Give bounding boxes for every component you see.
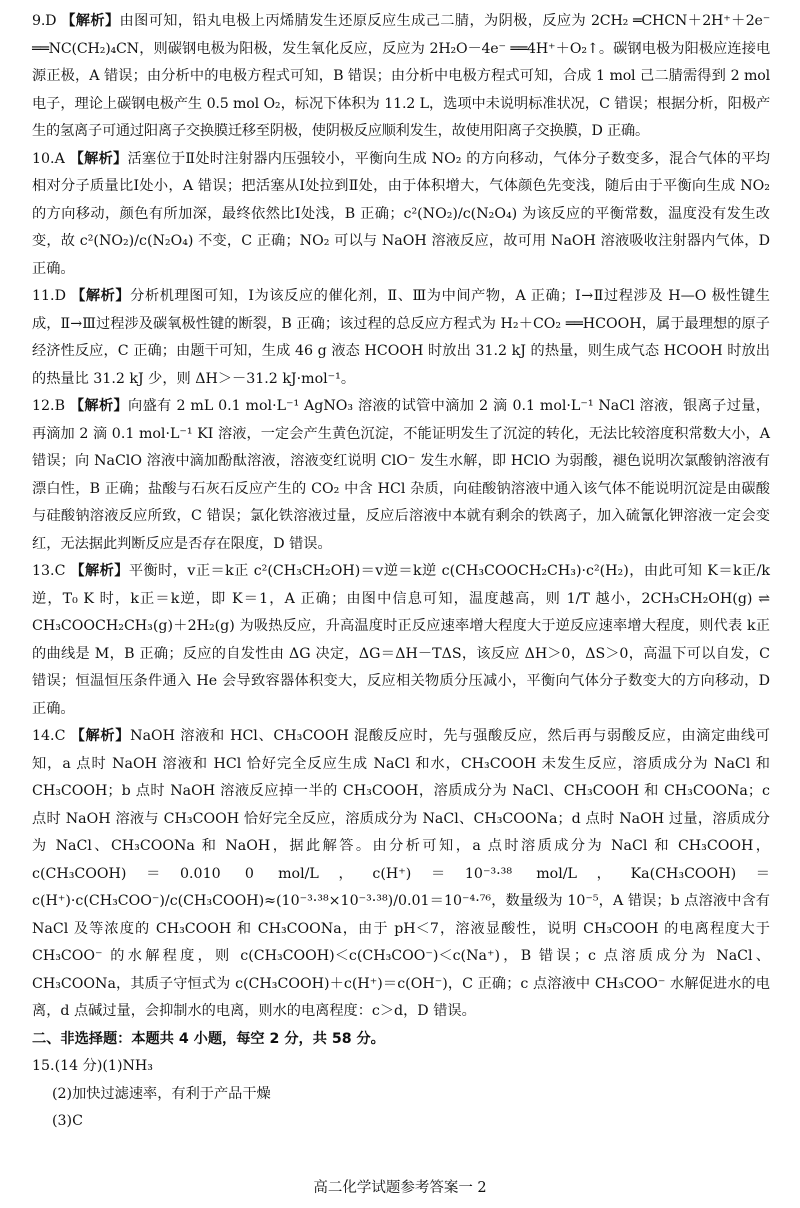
answer-11-number: 11.D — [32, 288, 66, 304]
answer-12 — [32, 393, 770, 558]
answer-9 — [32, 8, 770, 146]
question-15-part-3: (3)C — [52, 1113, 83, 1129]
answer-12-tag: 【解析】 — [69, 398, 129, 414]
answer-10 — [32, 146, 770, 284]
answer-13-number: 13.C — [32, 563, 66, 579]
page-footer: 高二化学试题参考答案一 2 — [313, 1180, 487, 1196]
answer-14-number: 14.C — [32, 728, 66, 744]
section-title: 二、非选择题：本题共 4 小题，每空 2 分，共 58 分。 — [32, 1030, 385, 1047]
answer-9-text: 由图可知，铅丸电极上丙烯腈发生还原反应生成己二腈，为阴极，反应为 2CH₂ ═CHCN＋2H⁺＋2e⁻ ══NC(CH₂)₄CN，则碳钢电极为阳极，发生氧化反应，反应为 2H₂O－4e⁻ ══4H⁺＋O₂↑。碳钢电极为阳极应连接电源正极，A 错误；由分析中的电极方程式可知，B 错误；由分析中电极方程式可知，合成 1 mol 己二腈需得到 2 mol 电子，理论上碳钢电极产生 0.5 mol O₂，标况下体积为 11.2 L，选项中未说明标准状况，C 错误；根据分析，阳极产生的氢离子可通过阳离子交换膜迁移至阴极，使阴极反应顺利发生，故使用阳离子交换膜，D 正确。 — [32, 13, 771, 139]
answer-12-text: 向盛有 2 mL 0.1 mol·L⁻¹ AgNO₃ 溶液的试管中滴加 2 滴 0.1 mol·L⁻¹ NaCl 溶液，银离子过量，再滴加 2 滴 0.1 mol·L⁻¹ KI 溶液，一定会产生黄色沉淀，不能证明发生了沉淀的转化，无法比较溶度积常数大小，A 错误；向 NaClO 溶液中滴加酚酞溶液，溶液变红说明 ClO⁻ 发生水解，即 HClO 为弱酸，褪色说明次氯酸钠溶液有漂白性，B 正确；盐酸与石灰石反应产生的 CO₂ 中含 HCl 杂质，向硅酸钠溶液中通入该气体不能说明沉淀是由碳酸与硅酸钠溶液反应所致，C 错误；氯化铁溶液过量，反应后溶液中本就有剩余的铁离子，加入硫氰化钾溶液一定会变红，无法据此判断反应是否存在限度，D 错误。 — [32, 398, 770, 552]
answer-11 — [32, 283, 770, 393]
question-15-header: 15.(14 分)(1)NH₃ — [32, 1058, 153, 1074]
question-15-part-2: (2)加快过滤速率，有利于产品干燥 — [52, 1085, 271, 1102]
answer-10-tag: 【解析】 — [69, 150, 128, 167]
answer-14 — [32, 723, 770, 1026]
answer-10-number: 10.A — [32, 150, 65, 167]
answer-14-text: NaOH 溶液和 HCl、CH₃COOH 混酸反应时，先与强酸反应，然后再与弱酸反应，由滴定曲线可知，a 点时 NaOH 溶液和 HCl 恰好完全反应生成 NaCl 和水，CH₃COOH 未发生反应，溶质成分为 NaCl 和 CH₃COOH；b 点时 NaOH 溶液反应掉一半的 CH₃COOH，溶质成分为 NaCl、CH₃COOH 和 CH₃COONa；c 点时 NaOH 溶液与 CH₃COOH 恰好完全反应，溶质成分为 NaCl、CH₃COONa；d 点时 NaOH 过量，溶质成分为 NaCl、CH₃COONa 和 NaOH，据此解答。由分析可知，a 点时溶质成分为 NaCl 和 CH₃COOH，c(CH₃COOH)＝0.010 0 mol/L，c(H⁺)＝10⁻³·³⁸ mol/L，Ka(CH₃COOH)＝c(H⁺)·c(CH₃COO⁻)/c(CH₃COOH)≈(10⁻³·³⁸×10⁻³·³⁸)/0.01＝10⁻⁴·⁷⁶，数量级为 10⁻⁵，A 错误；b 点溶液中含有 NaCl 及等浓度的 CH₃COOH 和 CH₃COONa，由于 pH＜7，溶液显酸性，说明 CH₃COOH 的电离程度大于 CH₃COO⁻ 的水解程度，则 c(CH₃COOH)＜c(CH₃COO⁻)＜c(Na⁺)，B 错误；c 点溶质成分为 NaCl、CH₃COONa，其质子守恒式为 c(CH₃COOH)＋c(H⁺)＝c(OH⁻)，C 正确；c 点溶液中 CH₃COO⁻ 水解促进水的电离，d 点碱过量，会抑制水的电离，则水的电离程度：c＞d，D 错误。 — [32, 728, 770, 1019]
answer-13-tag: 【解析】 — [70, 563, 129, 579]
answer-14-tag: 【解析】 — [70, 728, 131, 744]
answer-10-text: 活塞位于Ⅱ处时注射器内压强较小，平衡向生成 NO₂ 的方向移动，气体分子数变多，混合气体的平均相对分子质量比Ⅰ处小，A 错误；把活塞从Ⅰ处拉到Ⅱ处，由于体积增大，气体颜色先变浅，随后由于平衡向生成 NO₂ 的方向移动，颜色有所加深，最终依然比Ⅰ处浅，B 正确；c²(NO₂)/c(N₂O₄) 为该反应的平衡常数，温度没有发生改变，故 c²(NO₂)/c(N₂O₄) 不变，C 正确；NO₂ 可以与 NaOH 溶液反应，故可用 NaOH 溶液吸收注射器内气体，D 正确。 — [32, 150, 770, 277]
answer-13-text: 平衡时，v正＝k正 c²(CH₃CH₂OH)＝v逆＝k逆 c(CH₃COOCH₂CH₃)·c²(H₂)，由此可知 K＝k正/k逆，T₀ K 时，k正＝k逆，即 K＝1，A 正确；由图中信息可知，温度越高，则 1/T 越小，2CH₃CH₂OH(g) ⇌ CH₃COOCH₂CH₃(g)＋2H₂(g) 为吸热反应，升高温度时正反应速率增大程度大于逆反应速率增大程度，则代表 k正 的曲线是 M，B 正确；反应的自发性由 ΔG 决定，ΔG＝ΔH－TΔS，该反应 ΔH＞0，ΔS＞0，高温下可以自发，C 错误；恒温恒压条件通入 He 会导致容器体积变大，反应相关物质分压减小，平衡向气体分子数变大的方向移动，D 正确。 — [32, 563, 770, 717]
answer-12-number: 12.B — [32, 398, 65, 414]
answer-11-text: 分析机理图可知，Ⅰ为该反应的催化剂，Ⅱ、Ⅲ为中间产物，A 正确；Ⅰ→Ⅱ过程涉及 H—O 极性键生成，Ⅱ→Ⅲ过程涉及碳氧极性键的断裂，B 正确；该过程的总反应方程式为 H₂＋CO₂ ══HCOOH，属于最理想的原子经济性反应，C 正确；由题干可知，生成 46 g 液态 HCOOH 时放出 31.2 kJ 的热量，则生成气态 HCOOH 时放出的热量比 31.2 kJ 少，则 ΔH＞－31.2 kJ·mol⁻¹。 — [32, 288, 770, 387]
answer-11-tag: 【解析】 — [71, 288, 131, 304]
answer-9-number: 9.D — [32, 13, 57, 29]
answer-9-tag: 【解析】 — [61, 13, 120, 29]
answer-13 — [32, 558, 770, 723]
